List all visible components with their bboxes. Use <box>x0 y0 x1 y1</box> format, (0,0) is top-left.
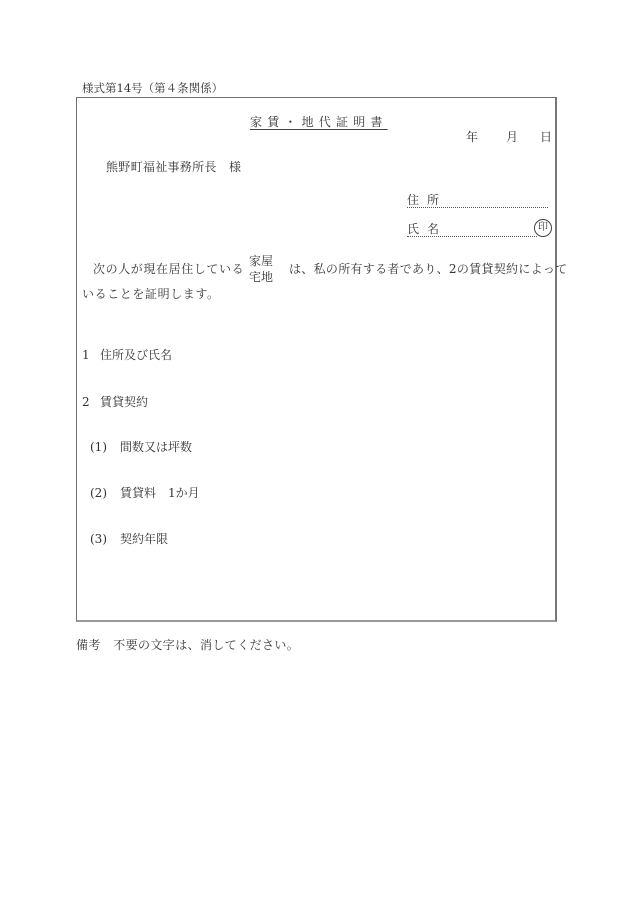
footer-note: 備考 不要の文字は、消してください。 <box>76 638 300 652</box>
item-address-name <box>82 349 172 361</box>
statement-part-1: 次の人が現在居住している <box>93 262 245 276</box>
date-month-label: 月 <box>506 130 519 144</box>
sub-item-rooms-area <box>90 441 192 453</box>
sub-item-rent <box>90 487 200 499</box>
sub-item-label: 契約年限 <box>120 532 169 546</box>
sub-item-label: 間数又は坪数 <box>120 440 193 454</box>
sub-item-number: (3) <box>90 532 107 546</box>
addressee: 熊野町福祉事務所長 様 <box>106 160 242 174</box>
sub-item-contract-term <box>90 533 168 545</box>
statement-part-3: いることを証明します。 <box>82 287 220 301</box>
item-label: 賃貸契約 <box>100 395 149 409</box>
statement-part-2: は、私の所有する者であり、2の賃貸契約によって <box>289 262 568 276</box>
document-title: 家賃・地代証明書 <box>250 115 388 129</box>
name-label: 氏名 <box>407 222 448 236</box>
choice-land: 宅地 <box>249 270 274 284</box>
item-number: 2 <box>82 395 90 409</box>
choice-house: 家屋 <box>249 254 274 268</box>
date-year-label: 年 <box>466 130 479 144</box>
address-label: 住所 <box>407 193 448 207</box>
sub-item-number: (1) <box>90 440 107 454</box>
sub-item-label: 賃貸料 1か月 <box>120 486 200 500</box>
item-label: 住所及び氏名 <box>100 348 173 362</box>
item-number: 1 <box>82 348 90 362</box>
date-day-label: 日 <box>540 130 553 144</box>
seal-icon: 印 <box>534 219 552 237</box>
sub-item-number: (2) <box>90 486 107 500</box>
item-rental-contract <box>82 396 148 408</box>
form-number: 様式第14号（第４条関係） <box>82 81 224 95</box>
